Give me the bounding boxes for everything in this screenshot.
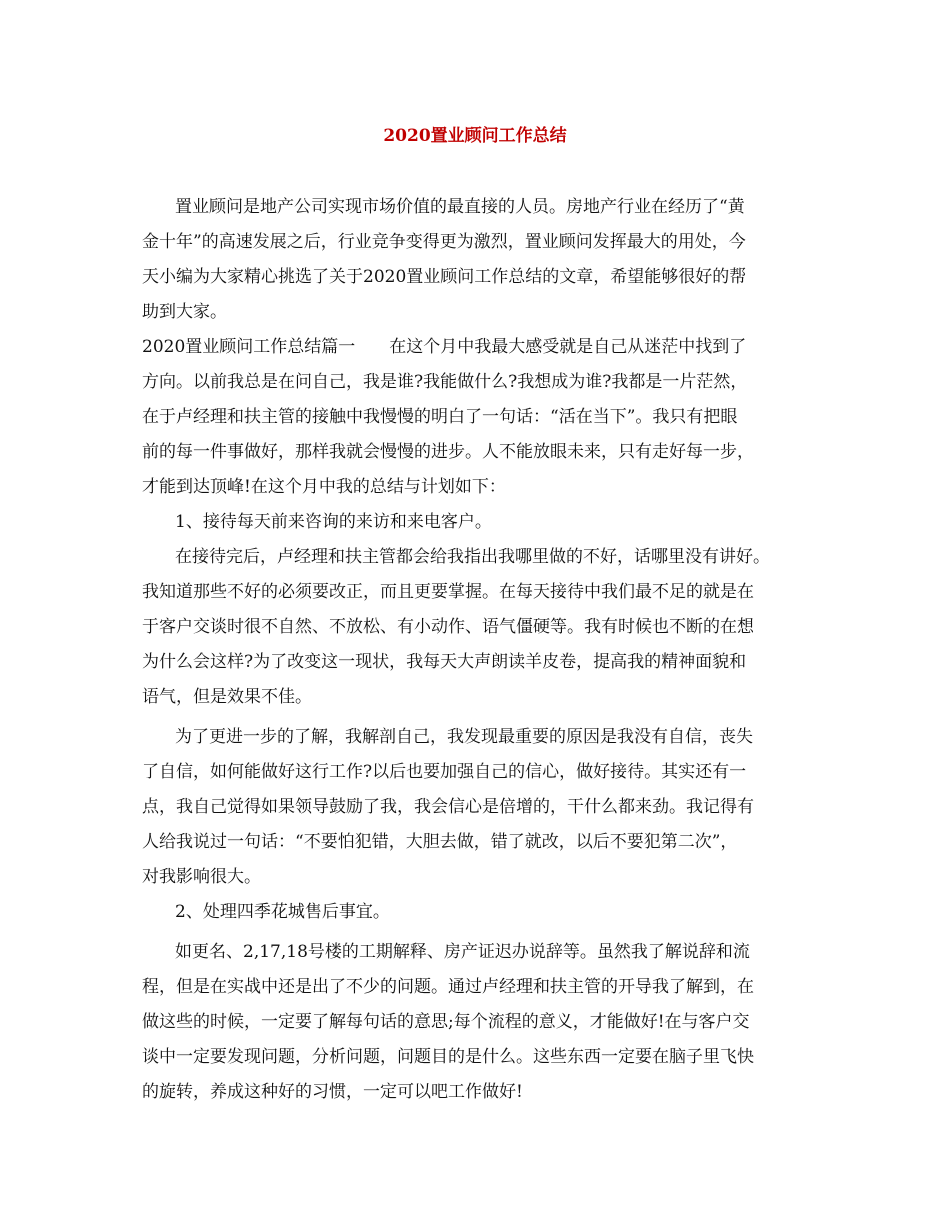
text-line: 于客户交谈时很不自然、不放松、有小动作、语气僵硬等。我有时候也不断的在想: [142, 617, 754, 637]
text-line: 了自信，如何能做好这行工作?以后也要加强自己的信心，做好接待。其实还有一: [142, 762, 747, 782]
text-line: 如更名、2,17,18号楼的工期解释、房产证迟办说辞等。虽然我了解说辞和流: [175, 942, 750, 962]
text-line: 才能到达顶峰!在这个月中我的总结与计划如下：: [142, 477, 506, 497]
text-line: 前的每一件事做好，那样我就会慢慢的进步。人不能放眼未来，只有走好每一步，: [142, 442, 754, 462]
text-line: 助到大家。: [142, 302, 227, 322]
text-line: 我知道那些不好的必须要改正，而且更要掌握。在每天接待中我们最不足的就是在: [142, 582, 754, 602]
text-line: 金十年”的高速发展之后，行业竞争变得更为激烈，置业顾问发挥最大的用处，今: [142, 232, 746, 252]
text-line: 程，但是在实战中还是出了不少的问题。通过卢经理和扶主管的开导我了解到，在: [142, 977, 754, 997]
text-line: 的旋转，养成这种好的习惯，一定可以吧工作做好!: [142, 1082, 523, 1102]
text-line: 2020置业顾问工作总结篇一 在这个月中我最大感受就是自己从迷茫中找到了: [142, 337, 747, 357]
text-line: 谈中一定要发现问题，分析问题，问题目的是什么。这些东西一定要在脑子里飞快: [142, 1047, 754, 1067]
text-line: 为什么会这样?为了改变这一现状，我每天大声朗读羊皮卷，提高我的精神面貌和: [142, 652, 747, 672]
text-line: 置业顾问是地产公司实现市场价值的最直接的人员。房地产行业在经历了“黄: [175, 197, 745, 217]
text-line: 点，我自己觉得如果领导鼓励了我，我会信心是倍增的，干什么都来劲。我记得有: [142, 797, 754, 817]
text-line: 语气，但是效果不佳。: [142, 687, 312, 707]
text-line: 对我影响很大。: [142, 867, 261, 887]
page-title: 2020置业顾问工作总结: [383, 126, 567, 146]
text-line: 人给我说过一句话：“不要怕犯错，大胆去做，错了就改，以后不要犯第二次”，: [142, 832, 738, 852]
text-line: 做这些的时候，一定要了解每句话的意思;每个流程的意义，才能做好!在与客户交: [142, 1012, 750, 1032]
text-line: 方向。以前我总是在问自己，我是谁?我能做什么?我想成为谁?我都是一片茫然，: [142, 372, 748, 392]
text-line: 在于卢经理和扶主管的接触中我慢慢的明白了一句话：“活在当下”。我只有把眼: [142, 407, 738, 427]
text-line: 在接待完后，卢经理和扶主管都会给我指出我哪里做的不好，话哪里没有讲好。: [175, 547, 770, 567]
text-line: 1、接待每天前来咨询的来访和来电客户。: [175, 512, 492, 532]
text-line: 天小编为大家精心挑选了关于2020置业顾问工作总结的文章，希望能够很好的帮: [142, 267, 747, 287]
text-line: 2、处理四季花城售后事宜。: [175, 902, 390, 922]
text-line: 为了更进一步的了解，我解剖自己，我发现最重要的原因是我没有自信，丧失: [175, 727, 753, 747]
